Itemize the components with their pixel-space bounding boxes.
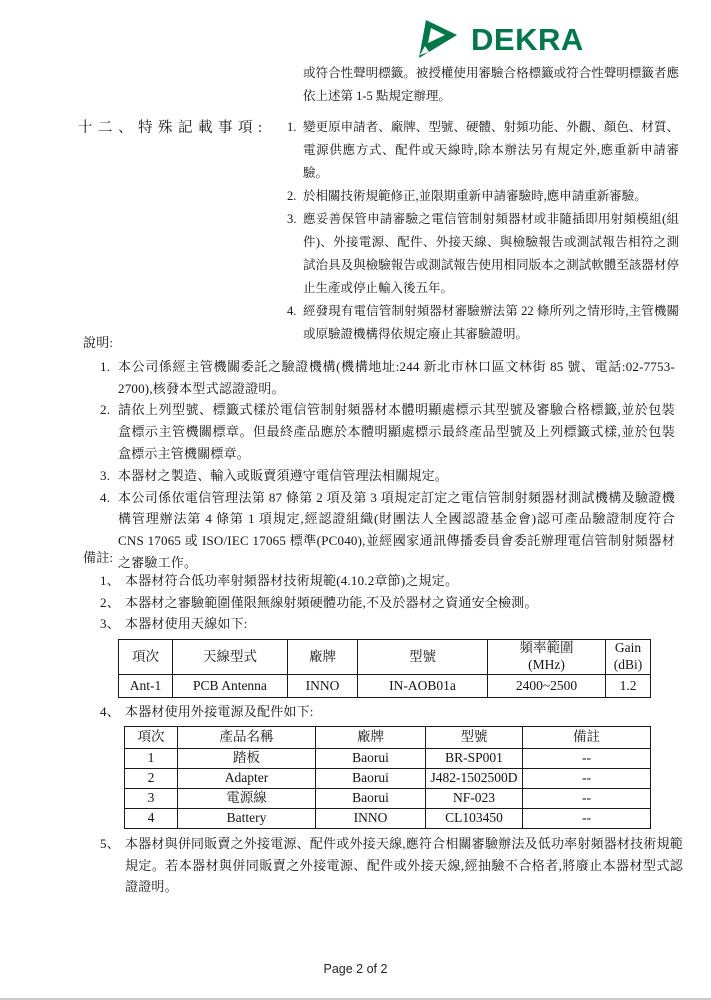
- cell: 3: [125, 788, 178, 808]
- antenna-table: [118, 639, 651, 698]
- item-text: 請依上列型號、標籤式樣於電信管制射頻器材本體明顯處標示其型號及審驗合格標籤,並於包裝盒標示主管機關標章。但最終產品應於本體明顯處標示最終產品型號及上列標籤式樣,並於包裝盒標示主管機關標章。: [118, 402, 675, 461]
- list-item: [287, 185, 679, 208]
- table-row: [125, 808, 651, 828]
- table-row: [119, 674, 651, 697]
- item-number: 2.: [287, 189, 297, 203]
- cell: 2400~2500: [488, 674, 606, 697]
- cell: BR-SP001: [426, 748, 523, 768]
- table-row: [125, 788, 651, 808]
- list-item: [83, 399, 675, 464]
- cell: --: [523, 748, 651, 768]
- item-text: 應妥善保管申請審驗之電信管制射頻器材或非隨插即用射頻模組(組件)、外接電源、配件、外接天線、與檢驗報告或測試報告相符之測試治具及與檢驗報告或測試報告使用相同版本之測試軟體至該器材停止生產或停止輸入後五年。: [303, 212, 679, 295]
- cell: 1.2: [606, 674, 651, 697]
- item-text-line: 本器材使用外接電源及配件如下:: [125, 703, 314, 719]
- item-text: 於相關技術規範修正,並限期重新申請審驗時,應申請重新審驗。: [303, 189, 647, 203]
- cell: Adapter: [178, 768, 316, 788]
- special-notes-heading: 十二、特殊記載事項:: [78, 120, 268, 136]
- item-number: 2、: [100, 594, 120, 610]
- explanation-heading: 說明:: [83, 335, 114, 350]
- list-item: [287, 116, 679, 185]
- cell: Baorui: [316, 748, 426, 768]
- item-number: 1.: [100, 358, 111, 374]
- header-line: Gain: [614, 640, 642, 656]
- item-text: 本公司係依電信管理法第 87 條第 2 項及第 3 項規定訂定之電信管制射頻器材測試機構及驗證機構管理辦法第 4 條第 1 項規定,經認證組織(財團法人全國認證基金會)認可產品驗證制度符合 CNS 17065 或 ISO/IEC 17065 標準(PC040),並經國家通訊傳播委員會委託辦理電信管制射頻器材之審驗工作。: [118, 489, 675, 570]
- header-cell: 備註: [523, 726, 651, 748]
- page-number: Page 2 of 2: [323, 962, 388, 976]
- table-header-row: [125, 726, 651, 748]
- table-header-row: [119, 640, 651, 675]
- item-number: 1、: [100, 572, 120, 588]
- header-line: (dBi): [613, 657, 643, 673]
- header-cell: [488, 640, 606, 675]
- continuation-text: 或符合性聲明標籤。被授權使用審驗合格標籤或符合性聲明標籤者應依上述第 1-5 點規定辦理。: [303, 66, 679, 103]
- dekra-logo: [418, 18, 584, 60]
- item-text: 本公司係經主管機關委託之驗證機構(機構地址:244 新北市林口區文林街 85 號、電話:02-7753-2700),核發本型式認證證明。: [118, 358, 675, 396]
- cell: --: [523, 788, 651, 808]
- item-text-line: 本器材使用天線如下:: [125, 616, 248, 632]
- cell: 4: [125, 808, 178, 828]
- header-line: 頻率範圍: [519, 640, 574, 656]
- item-number: 4、: [100, 703, 120, 719]
- cell: 2: [125, 768, 178, 788]
- header-cell: 項次: [119, 640, 173, 675]
- dekra-arrow-icon: [418, 18, 460, 60]
- cell: 1: [125, 748, 178, 768]
- cell: INNO: [316, 808, 426, 828]
- list-item: [83, 701, 683, 833]
- item-number: 5、: [100, 835, 120, 851]
- item-number: 4.: [100, 489, 111, 505]
- cell: Ant-1: [119, 674, 173, 697]
- table-row: [125, 748, 651, 768]
- header-cell: 型號: [358, 640, 488, 675]
- dekra-logo-text: DEKRA: [471, 21, 584, 57]
- cell: Baorui: [316, 788, 426, 808]
- item-text: [125, 701, 683, 833]
- list-item: [83, 613, 683, 701]
- item-number: 3、: [100, 616, 120, 632]
- item-number: 1.: [287, 120, 297, 134]
- cell: Baorui: [316, 768, 426, 788]
- accessory-table: [124, 726, 651, 829]
- cell: J482-1502500D: [426, 768, 523, 788]
- cell: Battery: [178, 808, 316, 828]
- item-text: [125, 613, 683, 701]
- header-cell: 廠牌: [316, 726, 426, 748]
- header-cell: 天線型式: [173, 640, 288, 675]
- item-number: 2.: [100, 402, 111, 418]
- cell: NF-023: [426, 788, 523, 808]
- cell: 踏板: [178, 748, 316, 768]
- item-text: 經發現有電信管制射頻器材審驗辦法第 22 條所列之情形時,主管機關或原驗證機構得依規定廢止其審驗證明。: [303, 304, 679, 341]
- list-item: [83, 356, 675, 400]
- cell: CL103450: [426, 808, 523, 828]
- item-text: 本器材之製造、輸入或販賣須遵守電信管理法相關規定。: [118, 467, 449, 483]
- table-row: [125, 768, 651, 788]
- list-item: [287, 208, 679, 300]
- item-text: 變更原申請者、廠牌、型號、硬體、射頻功能、外觀、顏色、材質、電源供應方式、配件或天線時,除本辦法另有規定外,應重新申請審驗。: [303, 120, 679, 180]
- explanation-section: [83, 332, 675, 574]
- cell: --: [523, 768, 651, 788]
- item-number: 3.: [100, 467, 111, 483]
- item-text: 本器材之審驗範圍僅限無線射頻硬體功能,不及於器材之資通安全檢測。: [125, 594, 538, 610]
- remarks-section: [83, 547, 683, 898]
- cell: 電源線: [178, 788, 316, 808]
- header-cell: 項次: [125, 726, 178, 748]
- header-cell: 產品名稱: [178, 726, 316, 748]
- cell: PCB Antenna: [173, 674, 288, 697]
- header-line: (MHz): [528, 657, 565, 673]
- cell: INNO: [288, 674, 358, 697]
- item-number: 3.: [287, 212, 297, 226]
- header-cell: 廠牌: [288, 640, 358, 675]
- remarks-heading: 備註:: [83, 550, 114, 565]
- header-cell: [606, 640, 651, 675]
- special-notes-section: [78, 62, 679, 346]
- cell: IN-AOB01a: [358, 674, 488, 697]
- list-item: [83, 465, 675, 487]
- item-text: 本器材與併同販賣之外接電源、配件或外接天線,應符合相關審驗辦法及低功率射頻器材技術規範規定。若本器材與併同販賣之外接電源、配件或外接天線,經抽驗不合格者,將廢止本器材型式認證證明。: [125, 835, 683, 895]
- special-notes-body: [287, 62, 679, 346]
- item-text: 本器材符合低功率射頻器材技術規範(4.10.2章節)之規定。: [125, 572, 459, 588]
- item-number: 4.: [287, 304, 297, 318]
- list-item: [83, 833, 683, 898]
- header-cell: 型號: [426, 726, 523, 748]
- cell: --: [523, 808, 651, 828]
- list-item: [83, 570, 683, 592]
- list-item: [83, 592, 683, 614]
